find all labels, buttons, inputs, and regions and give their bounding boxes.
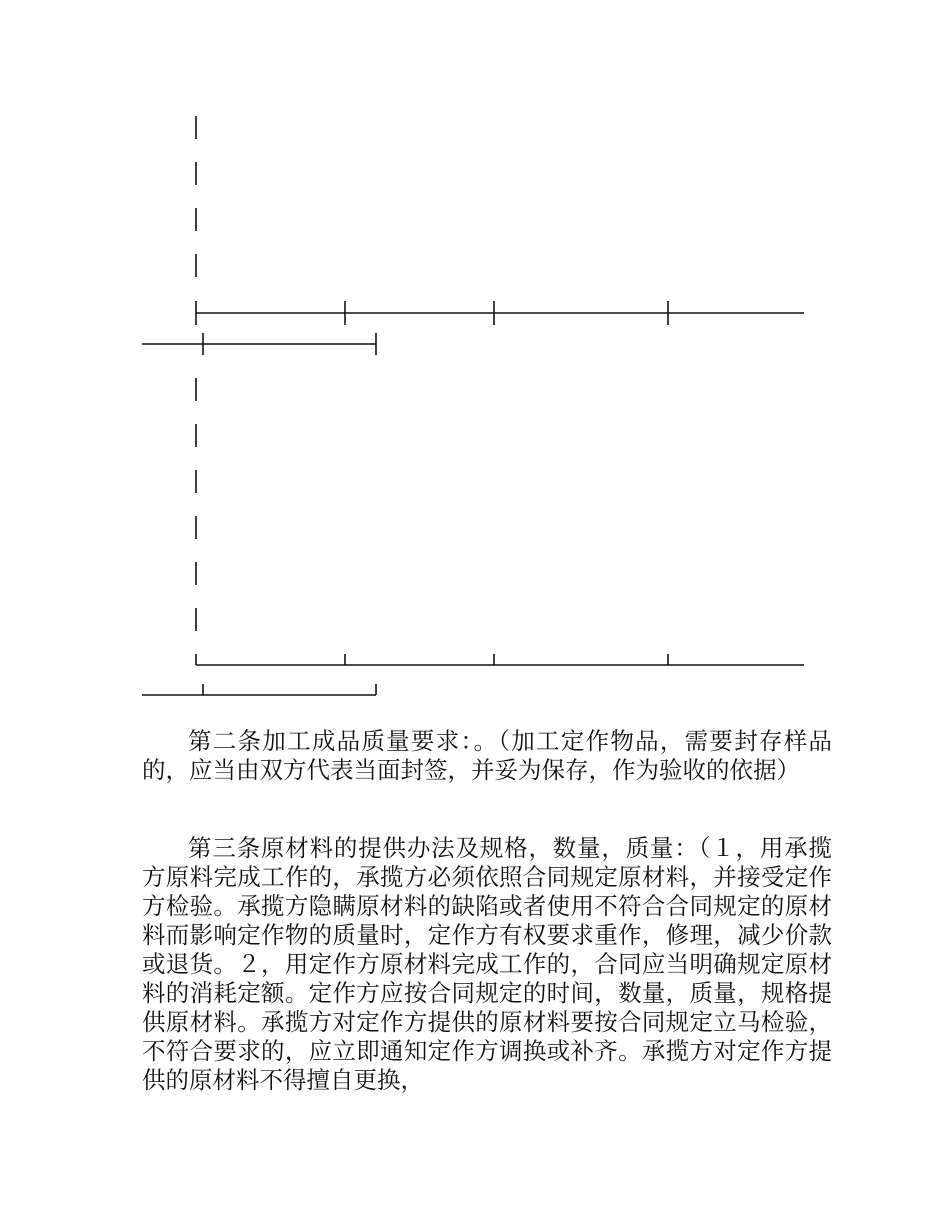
- lower-row-rule: [196, 654, 804, 665]
- lower-row-rule-continuation: [142, 684, 376, 695]
- upper-row-rule: [196, 301, 804, 325]
- article-2-paragraph: 第二条加工成品质量要求：。（加工定作物品，需要封存样品的，应当由双方代表当面封签，并妥为保存，作为验收的依据）: [142, 727, 832, 784]
- article-3-paragraph: 第三条原材料的提供办法及规格，数量，质量：（１，用承揽方原料完成工作的，承揽方必须依照合同规定原材料，并接受定作方检验。承揽方隐瞒原材料的缺陷或者使用不符合合同规定的原材料而影响定作物的质量时，定作方有权要求重作，修理，减少价款或退货。２，用定作方原材料完成工作的，合同应当明确规定原材料的消耗定额。定作方应按合同规定的时间，数量，质量，规格提供原材料。承揽方对定作方提供的原材料要按合同规定立马检验，不符合要求的，应立即通知定作方调换或补齐。承揽方对定作方提供的原材料不得擅自更换，: [142, 834, 832, 1094]
- upper-row-rule-continuation: [142, 333, 376, 355]
